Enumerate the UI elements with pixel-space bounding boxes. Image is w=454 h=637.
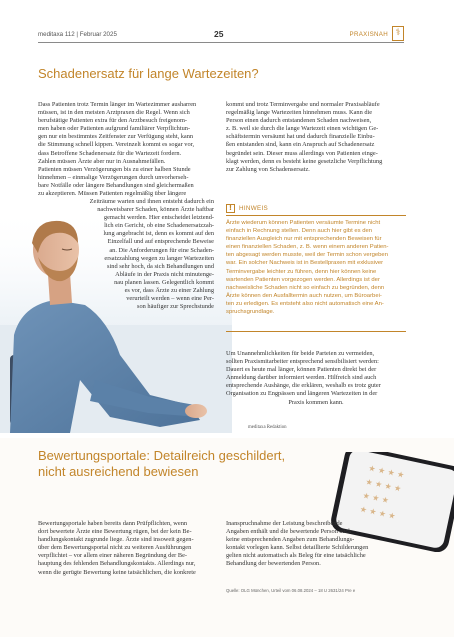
hint-text — [226, 219, 406, 316]
article2-title — [38, 448, 328, 480]
text-line: regelmäßig lange Wartezeiten hinnehmen muss. Kann die — [226, 109, 373, 117]
text-line: Dass Patienten trotz Termin länger im Wartezimmer ausharren — [38, 101, 197, 108]
text-line: Patienten müssen Verzögerungen bis zu einer halben Stunde — [38, 165, 191, 173]
text-line: Dauert es heute mal länger, können Patienten direkt bei der — [226, 366, 377, 374]
text-line: entsprechende Aushänge, die erklären, weshalb es trotz guter — [226, 382, 381, 390]
article-title: Schadenersatz für lange Wartezeiten? — [38, 66, 259, 81]
text-line: war. Ein solcher Nachweis ist in Bestellpraxen mit exklusiver — [226, 260, 384, 267]
section-label: PRAXISNAH — [349, 31, 388, 38]
text-line: hauptung des fehlenden Behandlungskontakts. Allerdings nur, — [38, 560, 196, 568]
text-line: wenn die gerügte Bewertung keine tatsächlichen, die konkrete — [38, 568, 196, 576]
text-line: verurteilt werden – wenn eine Per- — [126, 295, 214, 303]
article-left-wrap — [60, 198, 214, 311]
article-right-column-bottom — [226, 350, 406, 407]
text-line: Um Unannehmlichkeiten für beide Parteien zu vermeiden, — [226, 350, 375, 357]
text-line: über dem Bewertungsportal nicht zu weiteren Ausführungen — [38, 544, 192, 552]
text-line: ten abgesagt werden musste, weil der Termin schon vergeben — [226, 252, 388, 259]
text-line: Ärzte wiederum können Patienten versäumte Termine nicht — [226, 220, 381, 226]
text-line: dass Betroffene Schadenersatz für die Wartezeit fordern. — [38, 149, 182, 157]
text-line: hinnehmen – einmalige Verzögerungen durch unvorherseh- — [38, 173, 189, 181]
text-line: es vor, dass Ärzte zu einer Zahlung — [124, 287, 214, 295]
text-line: Organisation zu Engpässen und längeren Wartezeiten in der — [226, 390, 378, 398]
svg-text:★ ★ ★ ★: ★ ★ ★ ★ — [367, 463, 406, 480]
text-line: die Stimmung schnell kippen. Vereinzelt kommt es sogar vor, — [38, 141, 195, 149]
hint-icon: ! — [226, 204, 235, 213]
text-line: Bewertungsportale haben bereits dann Prüfpflichten, wenn — [38, 520, 188, 527]
text-line: kontakt vorlegen kann. Selbst detaillierte Schilderungen — [226, 544, 369, 552]
hint-box — [226, 203, 406, 336]
issue-label: meditaxa 112 | Februar 2025 — [38, 31, 117, 38]
text-line: lung angebracht ist, denn es kommt auf den — [103, 230, 214, 238]
text-line: Ärzte können den Ausfalltermin auch nutzen, um Büroarbei- — [226, 292, 382, 299]
hint-title: HINWEIS — [239, 205, 269, 212]
text-line: Behandlung der bewertenden Person. — [226, 560, 321, 568]
text-line: Inanspruchnahme der Leistung beschreibende — [226, 520, 343, 527]
text-line: müssen, ist in den meisten Arztpraxen die Regel. Wenn sich — [38, 109, 190, 117]
page-number: 25 — [214, 29, 224, 39]
text-line: Abläufe in der Praxis nicht minutenge- — [115, 270, 214, 278]
text-line: wartenden Patienten vorgezogen werden. Allerdings ist der — [226, 276, 380, 283]
text-line: lich ein Gericht, ob eine Schadenersatzzah- — [104, 222, 214, 230]
hint-header — [226, 203, 406, 215]
text-line: kommt und trotz Terminvergabe und normaler Praxisabläufe — [226, 101, 380, 108]
article-right-column — [226, 101, 406, 174]
text-line: spruchsgrundlage. — [226, 309, 275, 316]
text-line: begründet sein. Dieser muss allerdings von Patienten einge- — [226, 149, 378, 157]
text-line: berufstätige Patienten extra für den Arztbesuch freigenom- — [38, 117, 188, 125]
text-line: nau planen lassen. Gelegentlich kommt — [114, 278, 214, 286]
article2-left-column — [38, 520, 214, 577]
title-line: Bewertungsportale: Detailreich geschildert, — [38, 448, 286, 463]
text-line: sollten Praxismitarbeiter entsprechend sensibilisiert werden: — [226, 358, 379, 366]
header-divider — [38, 42, 404, 43]
text-line: Zahlen müssen Ärzte aber nur in Ausnahmefällen. — [38, 157, 166, 165]
text-line: gelten nicht automatisch als Beleg für eine tatsächliche — [226, 552, 366, 560]
text-line: Terminvergabe leichter zu führen, denn hier können keine — [226, 268, 377, 275]
text-line: handlungskontakt zugrunde liege. Ärzte sind insoweit gegen- — [38, 536, 194, 544]
text-line: finanziellen Ausgleich nur mit entsprechenden Beweisen für — [226, 236, 382, 243]
page-header — [38, 26, 404, 46]
text-line: men haben oder Patienten aufgrund familiärer Verpflichtun- — [38, 125, 191, 133]
text-line: gemacht werden. Hier entscheidet letztend- — [103, 214, 214, 222]
text-line: gen nur ein bestimmtes Zeitfenster zur Verfügung steht, kann — [38, 133, 194, 141]
text-line: sind sehr hoch, da sich Behandlungen und — [107, 262, 214, 270]
text-line: Anmeldung darüber informiert werden. Hilfreich sind auch — [226, 374, 377, 382]
text-line: schäftstermin versäumt hat und dadurch finanzielle Einbu- — [226, 133, 375, 141]
text-line: bare Notfälle oder längere Behandlungen sind gleichermaßen — [38, 181, 194, 189]
text-line: klagt werden, denn es besteht keine gesetzliche Verpflichtung — [226, 157, 383, 165]
svg-text:★ ★ ★: ★ ★ ★ — [361, 490, 390, 506]
text-line: son häufiger zur Sprechstunde — [137, 303, 214, 311]
text-line: verpflichtet – vor allem einer näheren Begründung der Be- — [38, 552, 188, 560]
text-line: nachweisbarer Schaden, können Ärzte haftbar — [97, 206, 214, 214]
article2-right-column — [226, 520, 406, 569]
logo-icon: ⚕ — [392, 26, 404, 41]
text-line: einen finanziellen Schaden, z. B. wenn einem anderen Patien- — [226, 244, 389, 251]
text-line: Praxis kommen kann. — [288, 398, 344, 406]
text-line: ersatzzahlung wegen zu langer Wartezeiten — [104, 254, 214, 262]
text-line: nachweisliche Schaden nicht so einfach zu begründen, denn — [226, 284, 385, 291]
text-line: Zeiträume warten und ihnen entsteht dadurch ein — [89, 198, 214, 205]
text-line: Person einen dadurch entstandenen Schaden nachweisen, — [226, 117, 372, 125]
title-line: nicht ausreichend bewiesen — [38, 464, 199, 479]
text-line: einfach in Rechnung stellen. Denn auch hier gibt es den — [226, 228, 373, 235]
hint-divider-bottom — [226, 331, 406, 332]
text-line: ßen entstanden sind, kann ein Anspruch auf Schadenersatz — [226, 141, 375, 149]
article-left-column — [38, 101, 214, 198]
svg-text:★ ★ ★ ★: ★ ★ ★ ★ — [364, 477, 403, 494]
text-line: ten zu erledigen. Es entsteht also nicht automatisch eine An- — [226, 300, 384, 307]
text-line: zu akzeptieren. Müssen Patienten regelmäßig über längere — [38, 190, 187, 198]
text-line: an. Die Anforderungen für eine Schaden- — [109, 246, 214, 254]
text-line: Einzelfall und auf entsprechende Beweise — [107, 238, 214, 246]
hint-divider — [226, 215, 406, 216]
svg-text:★ ★ ★ ★: ★ ★ ★ ★ — [358, 504, 397, 521]
text-line: zur Zahlung von Schadensersatz. — [226, 165, 310, 173]
text-line: Angaben enthält und die bewertende Person auch — [226, 528, 352, 536]
text-line: z. B. weil sie durch die lange Wartezeit einen wichtigen Ge- — [226, 125, 379, 133]
text-line: keine entsprechenden Angaben zum Behandlungs- — [226, 536, 355, 544]
author-credit: meditaxa Redaktion — [248, 425, 287, 430]
text-line: dort bewertete Ärzte eine Bewertung rügen, bei der kein Be- — [38, 528, 192, 536]
source-citation: Quelle: OLG München, Urteil vom 06.08.2024 – 18 U 2631/24 Pre e — [226, 588, 356, 593]
